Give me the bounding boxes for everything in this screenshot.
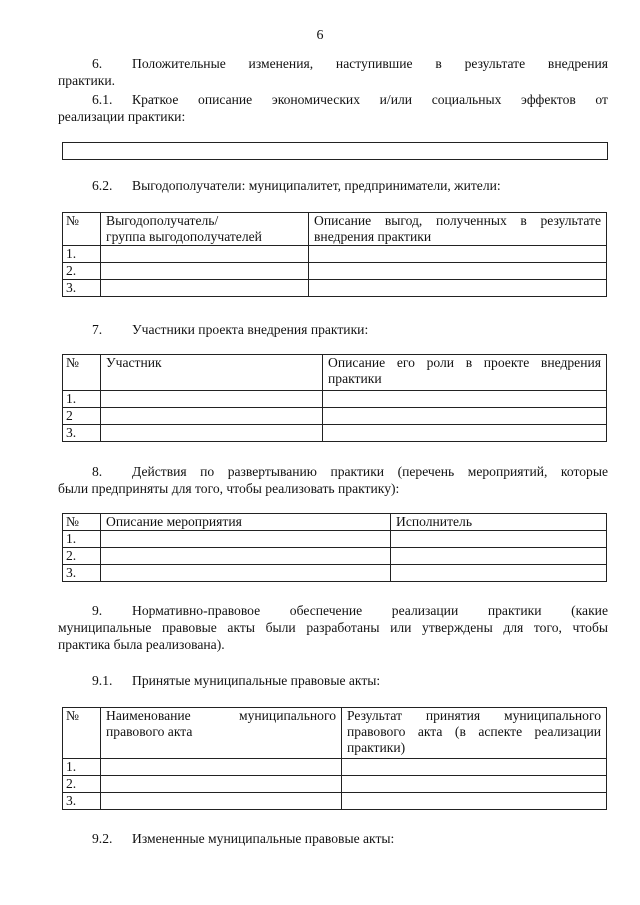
table-row — [63, 548, 607, 565]
table-row — [63, 408, 607, 425]
table-cell[interactable] — [391, 531, 607, 548]
header-participant: Участник — [101, 355, 323, 391]
row-number: 2 — [63, 408, 101, 425]
header-act-result: Результат принятия муниципального правового акта (в аспекте реализации практики) — [342, 708, 607, 759]
row-number: 2. — [63, 548, 101, 565]
table-cell[interactable] — [309, 280, 607, 297]
table-cell[interactable] — [101, 776, 342, 793]
section-6-line1: 6. Положительные изменения, наступившие в результате внедрения — [92, 56, 608, 71]
table-cell[interactable] — [342, 759, 607, 776]
table-cell[interactable] — [391, 548, 607, 565]
table-cell[interactable] — [309, 263, 607, 280]
section-6-2-heading: 6.2. Выгодополучатели: муниципалитет, предприниматели, жители: — [92, 178, 501, 193]
row-number: 1. — [63, 759, 101, 776]
table-cell[interactable] — [101, 565, 391, 582]
header-beneficiary: Выгодополучатель/ группа выгодополучателей — [101, 213, 309, 246]
table-row — [63, 759, 607, 776]
table-cell[interactable] — [342, 776, 607, 793]
row-number: 3. — [63, 565, 101, 582]
section-9-2-heading: 9.2. Измененные муниципальные правовые акты: — [92, 831, 395, 846]
table-row — [63, 425, 607, 442]
section-9-1-heading: 9.1. Принятые муниципальные правовые акты: — [92, 673, 381, 688]
table-header-row — [63, 213, 607, 246]
table-cell[interactable] — [323, 408, 607, 425]
row-number: 2. — [63, 263, 101, 280]
section-7-heading: 7. Участники проекта внедрения практики: — [92, 322, 369, 337]
table-cell[interactable] — [101, 246, 309, 263]
table-row — [63, 793, 607, 810]
table-cell[interactable] — [101, 793, 342, 810]
row-number: 1. — [63, 391, 101, 408]
table-cell[interactable] — [323, 391, 607, 408]
header-benefit-description: Описание выгод, полученных в результате внедрения практики — [309, 213, 607, 246]
page-number: 6 — [316, 28, 324, 43]
header-executor: Исполнитель — [391, 514, 607, 531]
table-cell[interactable] — [101, 280, 309, 297]
row-number: 1. — [63, 246, 101, 263]
section-6-line2: практики. — [58, 73, 116, 88]
table-row — [63, 246, 607, 263]
header-number: № — [63, 514, 101, 531]
row-number: 3. — [63, 280, 101, 297]
section-9-line1: 9. Нормативно-правовое обеспечение реализации практики (какие — [92, 603, 608, 618]
activities-table — [62, 513, 607, 582]
header-number: № — [63, 213, 101, 246]
table-cell[interactable] — [342, 793, 607, 810]
table-row — [63, 531, 607, 548]
table-cell[interactable] — [101, 548, 391, 565]
table-row — [63, 776, 607, 793]
section-6-1-line2: реализации практики: — [58, 109, 186, 124]
section-8-line1: 8. Действия по развертыванию практики (перечень мероприятий, которые — [92, 464, 608, 479]
table-cell[interactable] — [101, 263, 309, 280]
header-role-description: Описание его роли в проекте внедрения практики — [323, 355, 607, 391]
table-cell[interactable] — [101, 391, 323, 408]
table-cell[interactable] — [101, 408, 323, 425]
table-header-row — [63, 708, 607, 759]
table-row — [63, 280, 607, 297]
table-cell[interactable] — [101, 759, 342, 776]
table-cell[interactable] — [391, 565, 607, 582]
section-9-line2: муниципальные правовые акты были разработаны или утверждены для того, чтобы — [58, 620, 608, 635]
table-cell[interactable] — [101, 531, 391, 548]
section-6-1-line1: 6.1. Краткое описание экономических и/или социальных эффектов от — [92, 92, 608, 107]
row-number: 2. — [63, 776, 101, 793]
table-cell[interactable] — [323, 425, 607, 442]
header-act-name: Наименование муниципального правового акта — [101, 708, 342, 759]
header-number: № — [63, 355, 101, 391]
table-cell[interactable] — [101, 425, 323, 442]
table-cell[interactable] — [309, 246, 607, 263]
table-header-row — [63, 514, 607, 531]
table-row — [63, 565, 607, 582]
row-number: 1. — [63, 531, 101, 548]
row-number: 3. — [63, 793, 101, 810]
section-9-line3: практика была реализована). — [58, 637, 225, 652]
section-8-line2: были предприняты для того, чтобы реализовать практику): — [58, 481, 400, 496]
adopted-acts-table — [62, 707, 607, 810]
table-row — [63, 391, 607, 408]
header-number: № — [63, 708, 101, 759]
table-row — [63, 263, 607, 280]
row-number: 3. — [63, 425, 101, 442]
table-header-row — [63, 355, 607, 391]
participants-table — [62, 354, 607, 442]
header-activity-description: Описание мероприятия — [101, 514, 391, 531]
effects-description-field[interactable] — [62, 142, 608, 160]
beneficiaries-table — [62, 212, 607, 297]
